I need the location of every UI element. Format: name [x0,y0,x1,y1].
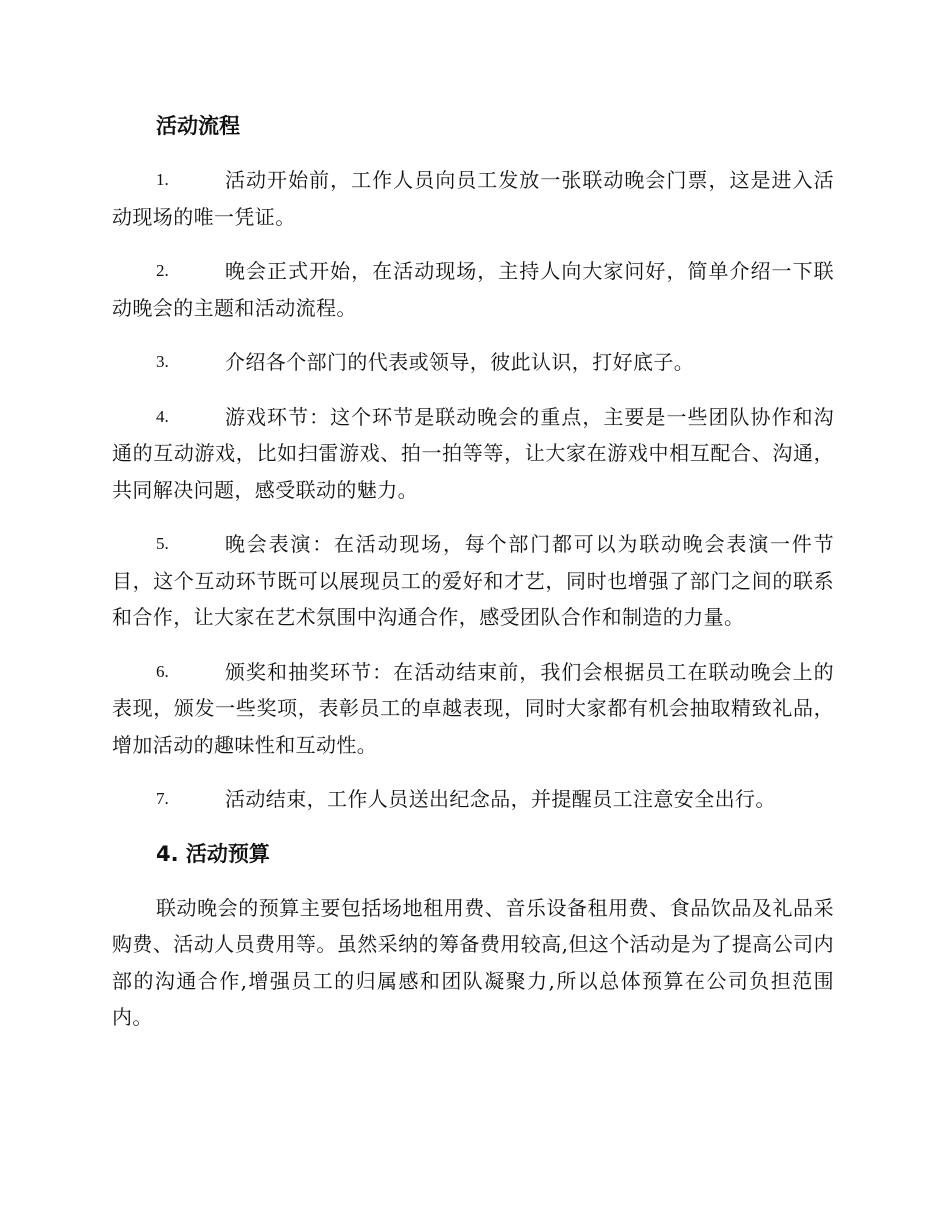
list-item [112,162,834,235]
list-item-text: 活动结束，工作人员送出纪念品，并提醒员工注意安全出行。 [225,787,776,811]
list-item [112,654,834,764]
list-item [112,781,834,818]
list-item-number: 2. [156,261,169,280]
list-item-text: 游戏环节：这个环节是联动晚会的重点，主要是一些团队协作和沟通的互动游戏，比如扫雷游戏、拍一拍等等，让大家在游戏中相互配合、沟通，共同解决问题，感受联动的魅力。 [112,404,834,502]
section-heading-activity-flow: 活动流程 [156,114,240,138]
list-item-number: 4. [156,406,169,426]
list-item-number: 3. [156,352,169,371]
list-item-text: 晚会表演：在活动现场，每个部门都可以为联动晚会表演一件节目，这个互动环节既可以展现员工的爱好和才艺，同时也增强了部门之间的联系和合作，让大家在艺术氛围中沟通合作，感受团队合作和制造的力量。 [112,532,834,629]
list-item [112,253,834,326]
list-item-number: 6. [156,661,169,681]
list-item-text: 活动开始前，工作人员向员工发放一张联动晚会门票，这是进入活动现场的唯一凭证。 [112,168,834,229]
list-item-number: 5. [156,534,169,553]
list-item [112,526,834,636]
list-item-number: 7. [156,789,169,808]
list-item [112,344,834,381]
list-item-number: 1. [156,170,169,189]
document-content [112,108,834,1036]
budget-paragraph: 联动晚会的预算主要包括场地租用费、音乐设备租用费、食品饮品及礼品采购费、活动人员费用等。虽然采纳的筹备费用较高,但这个活动是为了提高公司内部的沟通合作,增强员工的归属感和团队凝聚力,所以总体预算在公司负担范围内。 [112,895,834,1029]
section-heading-budget: 4. 活动预算 [156,841,270,866]
list-item-text: 颁奖和抽奖环节：在活动结束前，我们会根据员工在联动晚会上的表现，颁发一些奖项，表彰员工的卓越表现，同时大家都有机会抽取精致礼品，增加活动的趣味性和互动性。 [112,659,834,757]
list-item [112,399,834,509]
list-item-text: 介绍各个部门的代表或领导，彼此认识，打好底子。 [225,350,695,374]
list-item-text: 晚会正式开始，在活动现场，主持人向大家问好，简单介绍一下联动晚会的主题和活动流程。 [112,259,834,320]
